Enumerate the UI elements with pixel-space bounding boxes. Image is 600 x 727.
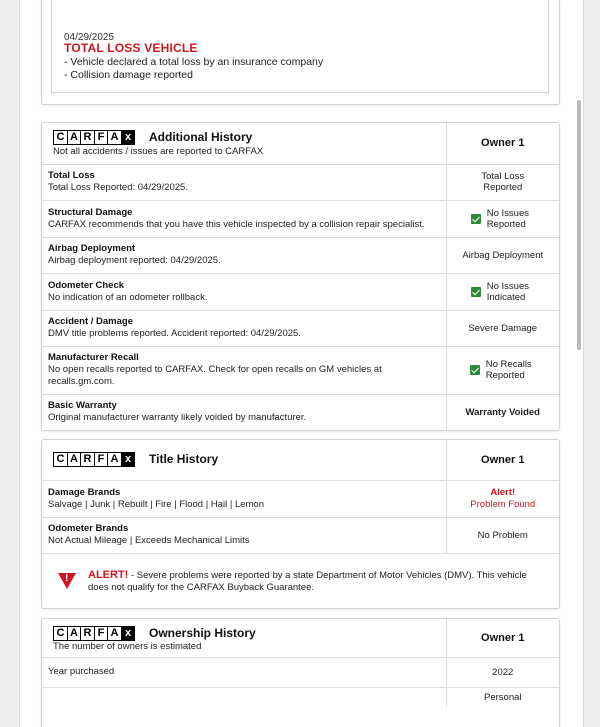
- section-title: Additional History: [149, 130, 253, 144]
- row-description: Not Actual Mileage | Exceeds Mechanical Limits: [48, 535, 250, 546]
- row-value: No Issues Reported: [486, 207, 529, 230]
- row-description: DMV title problems reported. Accident reported: 04/29/2025.: [48, 328, 301, 339]
- owner-column-header: Owner 1: [446, 123, 559, 164]
- check-icon: [470, 365, 480, 375]
- row-value: No Issues Indicated: [486, 280, 529, 303]
- carfax-logo: C A R F A x: [53, 626, 135, 641]
- row-description: Total Loss Reported: 04/29/2025.: [48, 182, 188, 193]
- section-header: [42, 619, 446, 657]
- check-icon: [471, 214, 481, 224]
- row-title: Total Loss: [48, 170, 95, 181]
- row-value: Warranty Voided: [465, 406, 540, 418]
- row-description: Airbag deployment reported: 04/29/2025.: [48, 255, 221, 266]
- ownership-history-card: [41, 618, 560, 727]
- scrollbar[interactable]: [577, 100, 581, 350]
- row-title: Structural Damage: [48, 206, 133, 218]
- alert-label: ALERT!: [88, 568, 129, 581]
- history-row: [42, 346, 559, 394]
- event-detail-box: [51, 0, 549, 93]
- alert-status-detail: Problem Found: [470, 498, 536, 510]
- row-title: Basic Warranty: [48, 400, 117, 412]
- section-subtitle: Not all accidents / issues are reported to CARFAX: [53, 146, 264, 157]
- row-title: Damage Brands: [48, 486, 121, 498]
- row-value: 2022: [492, 666, 514, 678]
- carfax-report-page: [19, 0, 584, 727]
- history-row: [42, 517, 559, 553]
- event-line: - Collision damage reported: [64, 69, 193, 81]
- section-title: Ownership History: [149, 626, 256, 640]
- row-description: Original manufacturer warranty likely voided by manufacturer.: [48, 412, 307, 424]
- row-label: Year purchased: [48, 666, 115, 677]
- history-row: [42, 480, 559, 517]
- history-row: [42, 237, 559, 273]
- carfax-logo: C A R F A x: [53, 452, 135, 467]
- history-row: [42, 310, 559, 346]
- event-date: 04/29/2025: [64, 32, 115, 43]
- history-row: [42, 200, 559, 237]
- section-subtitle: The number of owners is estimated: [53, 641, 202, 652]
- row-value: No Recalls Reported: [485, 359, 532, 381]
- ownership-row: [42, 657, 559, 687]
- additional-history-card: [41, 122, 560, 431]
- owner-column-header: Owner 1: [446, 440, 559, 480]
- row-description: CARFAX recommends that you have this vehicle inspected by a collision repair specialist.: [48, 218, 425, 230]
- alert-message: - Severe problems were reported by a state Department of Motor Vehicles (DMV). This vehicle does not qualify for the CARFAX Buyback Guarantee.: [88, 569, 527, 593]
- row-description: Salvage | Junk | Rebuilt | Fire | Flood | Hail | Lemon: [48, 498, 264, 510]
- row-description: No indication of an odometer rollback.: [48, 291, 208, 303]
- section-header: [42, 123, 446, 164]
- row-value: Airbag Deployment: [462, 249, 544, 261]
- row-title: Accident / Damage: [48, 316, 133, 327]
- event-line: - Vehicle declared a total loss by an insurance company: [64, 56, 324, 68]
- row-title: Odometer Check: [48, 279, 125, 291]
- row-title: Airbag Deployment: [48, 243, 136, 254]
- row-value: Total Loss Reported: [481, 171, 525, 193]
- row-value: Severe Damage: [468, 322, 538, 334]
- event-title: TOTAL LOSS VEHICLE: [64, 41, 198, 55]
- carfax-logo: C A R F A x: [53, 130, 135, 145]
- owner-column-header: Owner 1: [446, 619, 559, 657]
- row-value: No Problem: [477, 529, 528, 541]
- row-title: Odometer Brands: [48, 523, 129, 534]
- row-title: Manufacturer Recall: [48, 352, 139, 363]
- section-title: Title History: [149, 452, 219, 466]
- history-row: [42, 273, 559, 310]
- title-history-card: [41, 439, 560, 609]
- history-row: [42, 394, 559, 430]
- ownership-row: [42, 687, 559, 707]
- total-loss-event-card: [41, 0, 560, 105]
- history-row: [42, 164, 559, 200]
- section-header: [42, 440, 446, 480]
- row-description: No open recalls reported to CARFAX. Check for open recalls on GM vehicles at recalls.gm.com.: [48, 364, 382, 387]
- check-icon: [471, 287, 481, 297]
- alert-status: Alert!: [490, 486, 516, 498]
- dmv-alert-banner: ! ALERT! - Severe problems were reported by a state Department of Motor Vehicles (DMV). This vehicle does not qualify for the CARFAX Buyback Guarantee.: [42, 554, 559, 609]
- row-value: Personal: [484, 691, 522, 703]
